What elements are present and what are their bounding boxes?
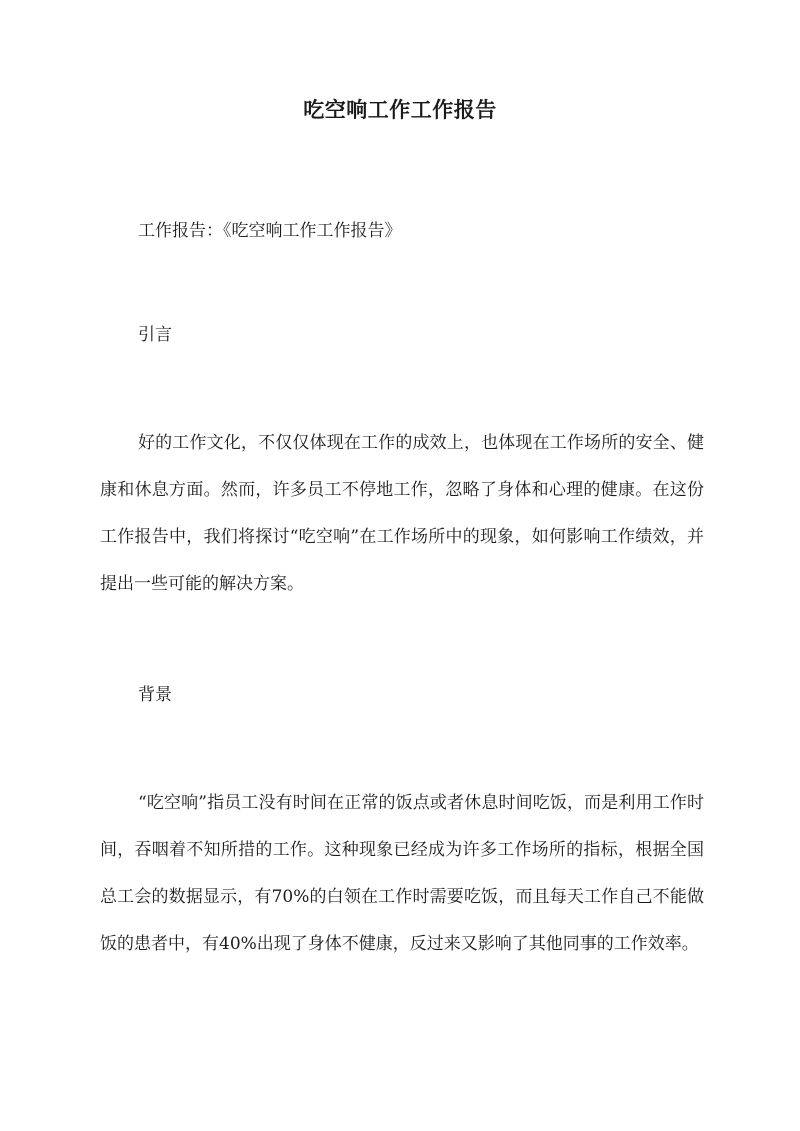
section-paragraph-background: “吃空响”指员工没有时间在正常的饭点或者休息时间吃饭，而是利用工作时间，吞咽着不知所措的工作。这种现象已经成为许多工作场所的指标，根据全国总工会的数据显示，有70%的白领在工作时需要吃饭，而且每天工作自己不能做饭的患者中，有40%出现了身体不健康，反过来又影响了其他同事的工作效率。 bbox=[100, 793, 704, 954]
report-subtitle: 工作报告：《吃空响工作工作报告》 bbox=[138, 221, 402, 241]
section-paragraph-intro: 好的工作文化，不仅仅体现在工作的成效上，也体现在工作场所的安全、健康和休息方面。然而，许多员工不停地工作，忽略了身体和心理的健康。在这份工作报告中，我们将探讨“吃空响”在工作场所中的现象，如何影响工作绩效，并提出一些可能的解决方案。 bbox=[100, 433, 704, 594]
section-heading-background: 背景 bbox=[138, 685, 172, 705]
document-title: 吃空响工作工作报告 bbox=[303, 97, 497, 122]
section-heading-intro: 引言 bbox=[138, 325, 172, 345]
